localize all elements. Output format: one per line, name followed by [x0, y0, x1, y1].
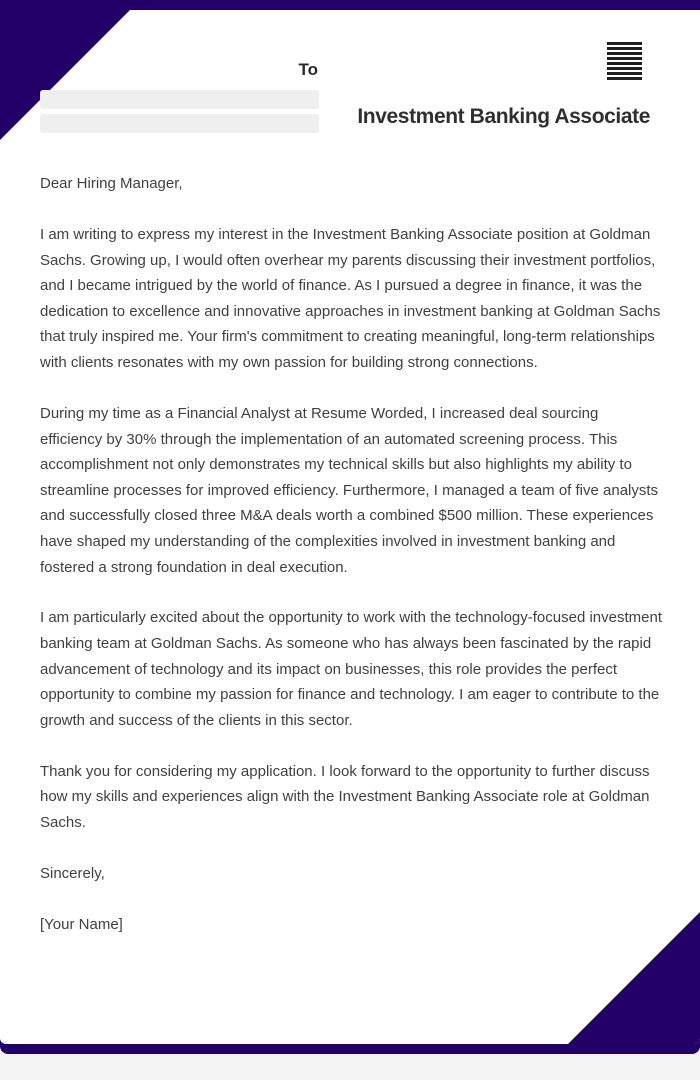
letter-signature: [Your Name]	[40, 916, 123, 933]
letter-closing: Sincerely,	[40, 865, 105, 883]
letter-body	[40, 171, 662, 963]
document-lines-icon	[607, 42, 642, 82]
recipient-address-placeholder	[40, 114, 319, 133]
letter-greeting: Dear Hiring Manager,	[40, 175, 183, 192]
letter-paragraph: I am writing to express my interest in the Investment Banking Associate position at Goldman Sachs. Growing up, I would often overhear my parents discussing their investment portfolios, and I became intrigued by the world of finance. As I pursued a degree in finance, it was the dedication to excellence and innovative approaches in investment banking at Goldman Sachs that truly inspired me. Your firm's commitment to creating meaningful, long-term relationships with clients resonates with my own passion for building strong connections.	[40, 225, 661, 371]
recipient-name-placeholder	[40, 90, 319, 109]
letter-paragraph: Thank you for considering my application. I look forward to the opportunity to further discuss how my skills and experiences align with the Investment Banking Associate role at Goldman Sachs.	[40, 762, 650, 832]
recipient-label: To	[298, 60, 318, 79]
letter-paragraph: During my time as a Financial Analyst at Resume Worded, I increased deal sourcing efficiency by 30% through the implementation of an automated screening process. This accomplishment not only demonstrates my technical skills but also highlights my ability to streamline processes for improved efficiency. Furthermore, I managed a team of five analysts and successfully closed three M&A deals worth a combined $500 million. These experiences have shaped my understanding of the complexities involved in investment banking and fostered a strong foundation in deal execution.	[40, 404, 659, 576]
letter-paragraph: I am particularly excited about the opportunity to work with the technology-focused investment banking team at Goldman Sachs. As someone who has always been fascinated by the rapid advancement of technology and its impact on businesses, this role provides the perfect opportunity to combine my passion for finance and technology. I am eager to contribute to the growth and success of the clients in this sector.	[40, 609, 662, 729]
letter-card	[0, 10, 700, 1044]
job-title: Investment Banking Associate	[357, 105, 650, 128]
